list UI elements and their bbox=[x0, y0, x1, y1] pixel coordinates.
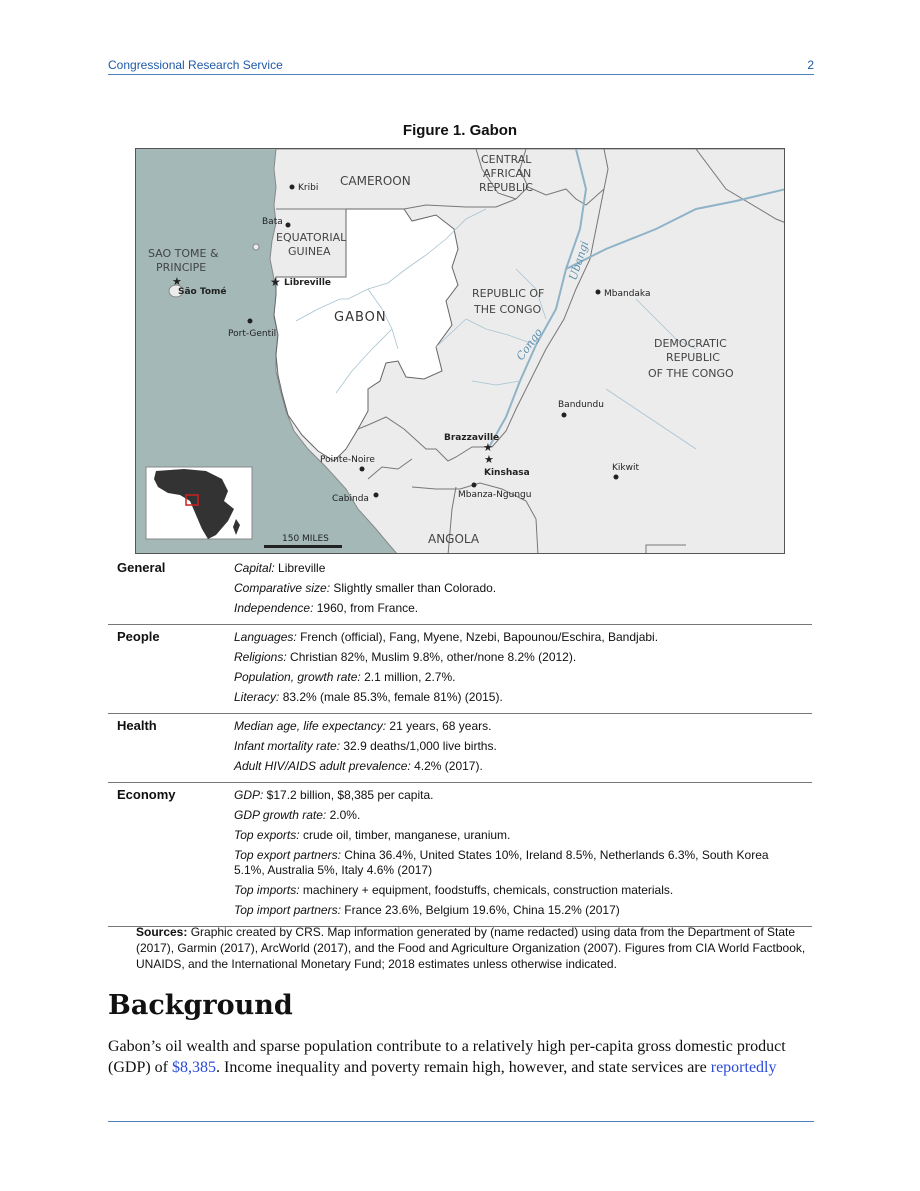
fact-item: Comparative size: Slightly smaller than Colorado. bbox=[234, 581, 497, 595]
fact-heading: General bbox=[117, 560, 166, 575]
star-libreville: ★ bbox=[270, 275, 281, 289]
city-libreville: Libreville bbox=[284, 278, 332, 288]
inset-locator-map bbox=[146, 467, 252, 539]
fact-item: Population, growth rate: 2.1 million, 2.7%. bbox=[234, 670, 456, 684]
fact-row-people bbox=[108, 625, 812, 714]
city-kikwit: Kikwit bbox=[612, 463, 640, 473]
bioko-island bbox=[253, 244, 259, 250]
label-drc-3: OF THE CONGO bbox=[648, 367, 734, 380]
label-eq-guinea-1: EQUATORIAL bbox=[276, 231, 347, 244]
fact-row-general bbox=[108, 556, 812, 625]
label-drc-2: REPUBLIC bbox=[666, 351, 720, 364]
fact-heading: People bbox=[117, 629, 160, 644]
star-brazzaville: ★ bbox=[483, 441, 493, 454]
star-sao-tome: ★ bbox=[172, 275, 182, 288]
city-dot-port-gentil bbox=[248, 319, 253, 324]
city-dot-kikwit bbox=[614, 475, 619, 480]
city-brazzaville: Brazzaville bbox=[444, 433, 500, 443]
city-dot-bata bbox=[286, 223, 291, 228]
label-car-1: CENTRAL bbox=[481, 153, 532, 166]
city-bata: Bata bbox=[262, 217, 283, 227]
section-heading-background: Background bbox=[108, 990, 293, 1021]
gabon-map bbox=[135, 148, 785, 554]
city-port-gentil: Port-Gentil bbox=[228, 329, 277, 339]
background-paragraph: Gabon’s oil wealth and sparse population contribute to a relatively high per-capita gross domestic product (GDP) of $8,385. Income inequality and poverty remain high, however, and state services are reportedly bbox=[108, 1038, 786, 1076]
label-stp-1: SAO TOME & bbox=[148, 247, 219, 260]
fact-item: Top import partners: France 23.6%, Belgium 19.6%, China 15.2% (2017) bbox=[234, 903, 620, 917]
label-roc-1: REPUBLIC OF bbox=[472, 287, 545, 300]
label-stp-2: PRINCIPE bbox=[156, 261, 207, 274]
fact-item: Literacy: 83.2% (male 85.3%, female 81%) (2015). bbox=[234, 690, 503, 704]
fact-heading: Economy bbox=[117, 787, 176, 802]
city-kinshasa: Kinshasa bbox=[484, 468, 530, 478]
city-dot-pointe-noire bbox=[360, 467, 365, 472]
fact-heading: Health bbox=[117, 718, 157, 733]
city-mbanza-ngungu: Mbanza-Ngungu bbox=[458, 490, 532, 500]
sources-text: Graphic created by CRS. Map information generated by (name redacted) using data from the Department of State (2017), Garmin (2017), ArcWorld (2017), and the Food and Agriculture Organization (2007). Figures from CIA World Factbook, UNAIDS, and the International Monetary Fund; 2018 estimates unless otherwise indicated. bbox=[136, 925, 806, 971]
fact-row-health bbox=[108, 714, 812, 783]
label-cameroon: CAMEROON bbox=[340, 174, 411, 188]
label-car-2: AFRICAN bbox=[483, 167, 532, 180]
fact-item: Top export partners: China 36.4%, United States 10%, Ireland 8.5%, Netherlands 6.3%, South Korea 5.1%, Australia 5%, Italy 4.6% (2017) bbox=[234, 848, 769, 877]
label-drc-1: DEMOCRATIC bbox=[654, 337, 727, 350]
gdp-link[interactable]: $8,385 bbox=[172, 1059, 216, 1076]
city-sao-tome: São Tomé bbox=[178, 287, 227, 297]
city-dot-mbandaka bbox=[596, 290, 601, 295]
fact-item: GDP: $17.2 billion, $8,385 per capita. bbox=[234, 788, 434, 802]
fact-item: Religions: Christian 82%, Muslim 9.8%, other/none 8.2% (2012). bbox=[234, 650, 577, 664]
fact-item: Median age, life expectancy: 21 years, 68 years. bbox=[234, 719, 492, 733]
page-number: 2 bbox=[807, 58, 814, 72]
city-dot-bandundu bbox=[562, 413, 567, 418]
city-kribi: Kribi bbox=[298, 183, 319, 193]
fact-item: Capital: Libreville bbox=[234, 561, 326, 575]
footer-rule bbox=[108, 1121, 814, 1122]
star-kinshasa: ★ bbox=[484, 453, 494, 466]
figure-sources bbox=[136, 924, 806, 972]
city-dot-mbanza-ngungu bbox=[472, 483, 477, 488]
label-ubangi-river: Ubangi bbox=[566, 239, 592, 282]
label-car-3: REPUBLIC bbox=[479, 181, 533, 194]
page-header bbox=[108, 58, 814, 75]
label-angola: ANGOLA bbox=[428, 532, 480, 546]
fact-item: Independence: 1960, from France. bbox=[234, 601, 419, 615]
figure-title: Figure 1. Gabon bbox=[402, 122, 518, 139]
label-congo-river: Congo bbox=[513, 325, 545, 363]
fact-table bbox=[108, 556, 812, 927]
fact-item: Infant mortality rate: 32.9 deaths/1,000 live births. bbox=[234, 739, 497, 753]
label-eq-guinea-2: GUINEA bbox=[288, 245, 331, 258]
fact-item: Languages: French (official), Fang, Myene, Nzebi, Bapounou/Eschira, Bandjabi. bbox=[234, 630, 659, 644]
city-dot-cabinda bbox=[374, 493, 379, 498]
city-pointe-noire: Pointe-Noire bbox=[320, 455, 375, 465]
label-roc-2: THE CONGO bbox=[474, 303, 542, 316]
scale-label: 150 MILES bbox=[282, 534, 329, 544]
city-dot-kribi bbox=[290, 185, 295, 190]
scale-bar bbox=[264, 545, 342, 548]
fact-item: GDP growth rate: 2.0%. bbox=[234, 808, 361, 822]
fact-item: Top exports: crude oil, timber, manganese, uranium. bbox=[234, 828, 511, 842]
city-mbandaka: Mbandaka bbox=[604, 289, 651, 299]
fact-row-economy bbox=[108, 783, 812, 927]
header-source: Congressional Research Service bbox=[108, 58, 283, 72]
reportedly-link[interactable]: reportedly bbox=[710, 1059, 777, 1076]
fact-item: Adult HIV/AIDS adult prevalence: 4.2% (2017). bbox=[234, 759, 483, 773]
label-gabon: GABON bbox=[334, 310, 387, 325]
city-cabinda: Cabinda bbox=[332, 494, 369, 504]
fact-item: Top imports: machinery + equipment, foodstuffs, chemicals, construction materials. bbox=[234, 883, 674, 897]
city-bandundu: Bandundu bbox=[558, 400, 604, 410]
sources-label: Sources: bbox=[136, 925, 188, 939]
